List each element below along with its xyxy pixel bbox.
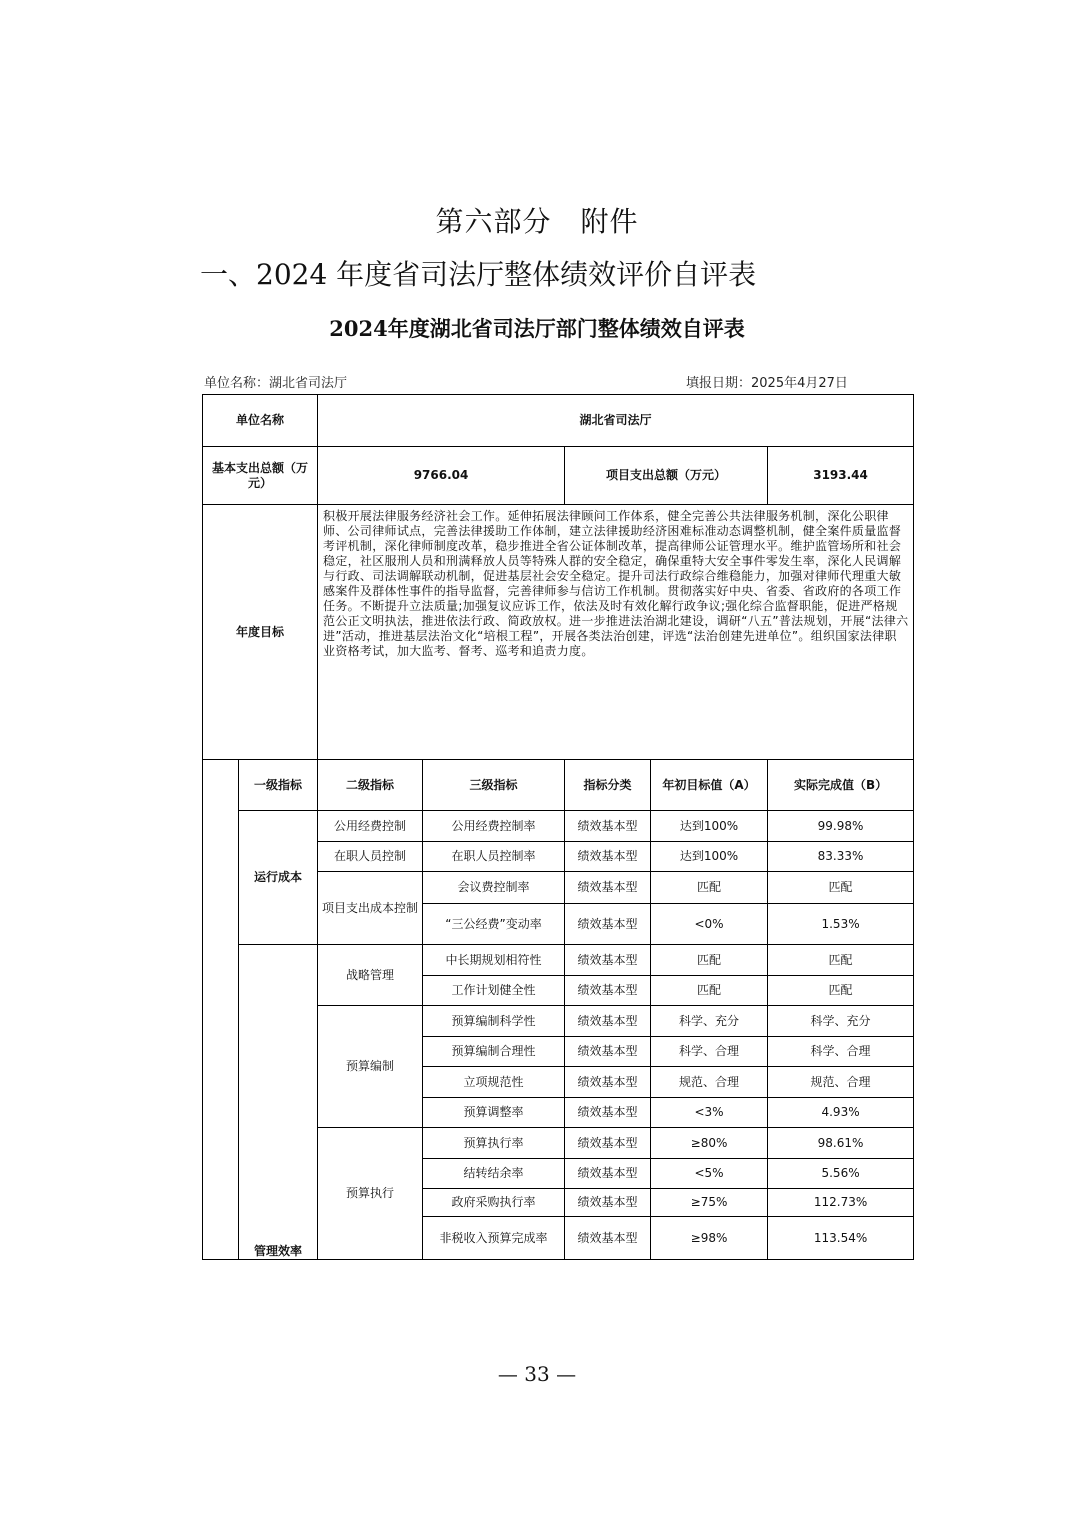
annual-goal-row: [203, 505, 914, 760]
level2-indicator: 战略管理: [318, 945, 423, 1006]
page-number: — 33 —: [497, 1362, 577, 1386]
actual-value: 4.93%: [768, 1098, 914, 1128]
target-value: 匹配: [651, 945, 768, 976]
target-value: 规范、合理: [651, 1067, 768, 1098]
actual-value: 1.53%: [768, 904, 914, 945]
annual-goal-text: 积极开展法律服务经济社会工作。延伸拓展法律顾问工作体系，健全完善公共法律服务机制，深化公职律师、公司律师试点，完善法律援助工作体制，建立法律援助经济困难标准动态调整机制，健全案件质量监督考评机制，深化律师制度改革，稳步推进全省公证体制改革，提高律师公证管理水平。维护监管场所和社会稳定，社区服刑人员和刑满释放人员等特殊人群的安全稳定，确保重特大安全事件零发生率，深化人民调解与行政、司法调解联动机制，促进基层社会安全稳定。提升司法行政综合维稳能力，加强对律师代理重大敏感案件及群体性事件的指导监督，完善律师参与信访工作机制。贯彻落实好中央、省委、省政府的各项工作任务。不断提升立法质量;加强复议应诉工作，依法及时有效化解行政争议;强化综合监督职能，促进严格规范公正文明执法，推进依法行政、简政放权。进一步推进法治湖北建设，调研“八五”普法规划，开展“法律六进”活动，推进基层法治文化“培根工程”，开展各类法治创建，评选“法治创建先进单位”。组织国家法律职业资格考试，加大监考、督考、巡考和追责力度。: [318, 505, 914, 760]
indicator-row: [203, 945, 914, 976]
indicator-header-row: [203, 760, 914, 811]
level3-indicator: 预算调整率: [423, 1098, 565, 1128]
actual-value: 科学、合理: [768, 1037, 914, 1067]
level3-indicator: 结转结余率: [423, 1159, 565, 1189]
indicator-category: 绩效基本型: [565, 1006, 651, 1037]
basic-expense-label: 基本支出总额（万元）: [203, 447, 318, 505]
actual-value: 科学、充分: [768, 1006, 914, 1037]
actual-value: 匹配: [768, 872, 914, 904]
level2-indicator: 公用经费控制: [318, 811, 423, 842]
indicator-header-cell: 三级指标: [423, 760, 565, 811]
target-value: ≥80%: [651, 1128, 768, 1159]
indicator-spacer-cell: [203, 760, 239, 1260]
level3-indicator: “三公经费”变动率: [423, 904, 565, 945]
project-expense-value: 3193.44: [768, 447, 914, 505]
indicator-category: 绩效基本型: [565, 976, 651, 1006]
indicator-header-cell: 指标分类: [565, 760, 651, 811]
level1-indicator: 管理效率: [239, 945, 318, 1260]
fill-date-meta: 填报日期：2025年4月27日: [686, 376, 848, 391]
level3-indicator: 中长期规划相符性: [423, 945, 565, 976]
indicator-category: 绩效基本型: [565, 842, 651, 872]
level3-indicator: 公用经费控制率: [423, 811, 565, 842]
level1-indicator: 运行成本: [239, 811, 318, 945]
target-value: 科学、充分: [651, 1006, 768, 1037]
indicator-category: 绩效基本型: [565, 1098, 651, 1128]
level3-indicator: 政府采购执行率: [423, 1189, 565, 1217]
indicator-category: 绩效基本型: [565, 811, 651, 842]
indicator-category: 绩效基本型: [565, 904, 651, 945]
target-value: <3%: [651, 1098, 768, 1128]
unit-row: [203, 395, 914, 447]
table-title: 2024年度湖北省司法厅部门整体绩效自评表: [329, 316, 745, 341]
level3-indicator: 预算编制合理性: [423, 1037, 565, 1067]
unit-name-label: 单位名称: [203, 395, 318, 447]
level3-indicator: 非税收入预算完成率: [423, 1217, 565, 1260]
indicator-body: [203, 760, 914, 1260]
actual-value: 99.98%: [768, 811, 914, 842]
indicator-header-cell: 实际完成值（B）: [768, 760, 914, 811]
actual-value: 匹配: [768, 945, 914, 976]
expense-row: [203, 447, 914, 505]
actual-value: 113.54%: [768, 1217, 914, 1260]
target-value: 科学、合理: [651, 1037, 768, 1067]
level3-indicator: 立项规范性: [423, 1067, 565, 1098]
unit-name-value: 湖北省司法厅: [318, 395, 914, 447]
actual-value: 5.56%: [768, 1159, 914, 1189]
actual-value: 98.61%: [768, 1128, 914, 1159]
level2-indicator: 项目支出成本控制: [318, 872, 423, 945]
level3-indicator: 工作计划健全性: [423, 976, 565, 1006]
actual-value: 匹配: [768, 976, 914, 1006]
indicator-category: 绩效基本型: [565, 1037, 651, 1067]
level3-indicator: 在职人员控制率: [423, 842, 565, 872]
level2-indicator: 预算编制: [318, 1006, 423, 1128]
level3-indicator: 会议费控制率: [423, 872, 565, 904]
actual-value: 112.73%: [768, 1189, 914, 1217]
target-value: 达到100%: [651, 811, 768, 842]
self-evaluation-table: [202, 394, 914, 1260]
target-value: ≥75%: [651, 1189, 768, 1217]
indicator-row: [203, 811, 914, 842]
indicator-category: 绩效基本型: [565, 872, 651, 904]
target-value: 达到100%: [651, 842, 768, 872]
actual-value: 83.33%: [768, 842, 914, 872]
indicator-category: 绩效基本型: [565, 1159, 651, 1189]
level2-indicator: 在职人员控制: [318, 842, 423, 872]
indicator-category: 绩效基本型: [565, 1067, 651, 1098]
section-title: 一、2024 年度省司法厅整体绩效评价自评表: [200, 258, 757, 291]
indicator-category: 绩效基本型: [565, 1217, 651, 1260]
indicator-category: 绩效基本型: [565, 1189, 651, 1217]
target-value: 匹配: [651, 872, 768, 904]
project-expense-label: 项目支出总额（万元）: [565, 447, 768, 505]
part-title: 第六部分 附件: [435, 205, 639, 238]
unit-name-meta: 单位名称：湖北省司法厅: [204, 376, 348, 391]
level3-indicator: 预算编制科学性: [423, 1006, 565, 1037]
level3-indicator: 预算执行率: [423, 1128, 565, 1159]
indicator-header-cell: 一级指标: [239, 760, 318, 811]
target-value: <0%: [651, 904, 768, 945]
indicator-header-cell: 二级指标: [318, 760, 423, 811]
indicator-category: 绩效基本型: [565, 945, 651, 976]
basic-expense-value: 9766.04: [318, 447, 565, 505]
target-value: ≥98%: [651, 1217, 768, 1260]
actual-value: 规范、合理: [768, 1067, 914, 1098]
level2-indicator: 预算执行: [318, 1128, 423, 1260]
target-value: 匹配: [651, 976, 768, 1006]
target-value: <5%: [651, 1159, 768, 1189]
indicator-header-cell: 年初目标值（A）: [651, 760, 768, 811]
indicator-category: 绩效基本型: [565, 1128, 651, 1159]
annual-goal-label: 年度目标: [203, 505, 318, 760]
